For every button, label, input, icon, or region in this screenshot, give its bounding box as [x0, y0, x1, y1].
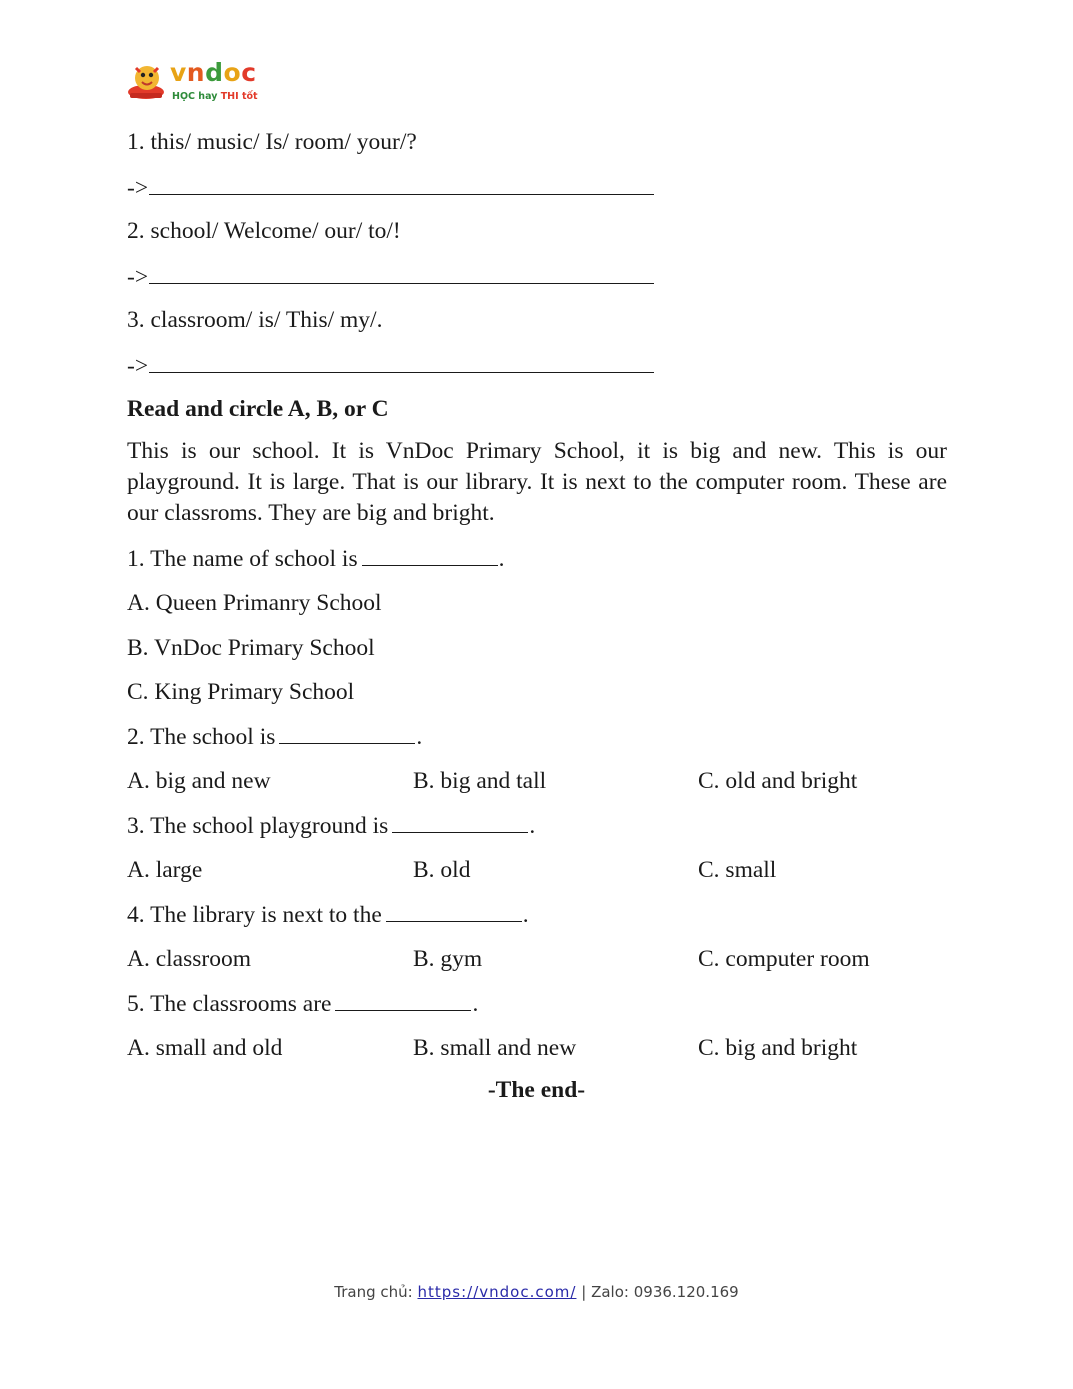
q3-option-c[interactable]: C. small: [698, 857, 777, 883]
logo-wordmark: [170, 58, 257, 87]
reorder-answer-3: [127, 350, 654, 380]
reorder-prompt-3: 3. classroom/ is/ This/ my/.: [127, 307, 383, 333]
footer-home-link[interactable]: https://vndoc.com/: [417, 1283, 577, 1301]
logo-tagline: [172, 91, 258, 102]
answer-blank[interactable]: [149, 172, 654, 195]
logo-tagline-b: THI tốt: [220, 91, 258, 102]
answer-blank[interactable]: [149, 261, 654, 284]
answer-arrow: ->: [127, 264, 149, 290]
question-blank[interactable]: [362, 545, 498, 566]
question-stem: 1. The name of school is: [127, 546, 358, 572]
question-2: [127, 723, 422, 751]
q3-option-a[interactable]: A. large: [127, 857, 203, 883]
mascot-icon: [126, 62, 170, 104]
q1-option-c[interactable]: C. King Primary School: [127, 679, 355, 705]
answer-blank[interactable]: [149, 350, 654, 373]
reading-passage: This is our school. It is VnDoc Primary School, it is big and new. This is our playground. It is large. That is our library. It is next to the computer room. These are our classroms. They are big and bright.: [127, 438, 947, 526]
question-3: [127, 812, 535, 840]
question-end: .: [529, 813, 536, 839]
question-end: .: [416, 724, 423, 750]
question-stem: 5. The classrooms are: [127, 991, 332, 1017]
question-blank[interactable]: [392, 812, 528, 833]
question-blank[interactable]: [279, 723, 415, 744]
q4-option-a[interactable]: A. classroom: [127, 946, 252, 972]
question-stem: 3. The school playground is: [127, 813, 389, 839]
reading-heading: Read and circle A, B, or C: [127, 396, 389, 422]
q2-option-c[interactable]: C. old and bright: [698, 768, 858, 794]
q5-option-a[interactable]: A. small and old: [127, 1035, 283, 1061]
answer-arrow: ->: [127, 175, 149, 201]
vndoc-logo: [126, 58, 266, 106]
page-footer: [0, 1283, 1073, 1301]
reorder-answer-2: [127, 261, 654, 291]
footer-zalo: Zalo: 0936.120.169: [591, 1283, 739, 1301]
question-1: [127, 545, 504, 573]
logo-letter-d: d: [205, 58, 224, 87]
q4-option-b[interactable]: B. gym: [413, 946, 483, 972]
question-end: .: [522, 902, 529, 928]
q4-option-c[interactable]: C. computer room: [698, 946, 870, 972]
logo-letter-o: o: [223, 58, 242, 87]
footer-label: Trang chủ:: [334, 1283, 413, 1301]
question-blank[interactable]: [335, 990, 471, 1011]
question-blank[interactable]: [386, 901, 522, 922]
question-4: [127, 901, 529, 929]
q5-option-c[interactable]: C. big and bright: [698, 1035, 858, 1061]
logo-letter-v: v: [170, 58, 187, 87]
question-stem: 2. The school is: [127, 724, 276, 750]
reorder-prompt-2: 2. school/ Welcome/ our/ to/!: [127, 218, 401, 244]
logo-letter-n: n: [186, 58, 206, 87]
q2-option-b[interactable]: B. big and tall: [413, 768, 547, 794]
reorder-prompt-1: 1. this/ music/ Is/ room/ your/?: [127, 129, 417, 155]
answer-arrow: ->: [127, 353, 149, 379]
question-end: .: [498, 546, 505, 572]
reorder-answer-1: [127, 172, 654, 202]
question-5: [127, 990, 478, 1018]
logo-letter-c: c: [241, 58, 257, 87]
q3-option-b[interactable]: B. old: [413, 857, 471, 883]
q1-option-b[interactable]: B. VnDoc Primary School: [127, 635, 375, 661]
q2-option-a[interactable]: A. big and new: [127, 768, 271, 794]
q5-option-b[interactable]: B. small and new: [413, 1035, 577, 1061]
footer-separator: |: [581, 1283, 587, 1301]
the-end-label: -The end-: [487, 1077, 586, 1103]
logo-tagline-a: HỌC hay: [172, 91, 221, 102]
q1-option-a[interactable]: A. Queen Primanry School: [127, 590, 382, 616]
question-stem: 4. The library is next to the: [127, 902, 382, 928]
question-end: .: [472, 991, 479, 1017]
